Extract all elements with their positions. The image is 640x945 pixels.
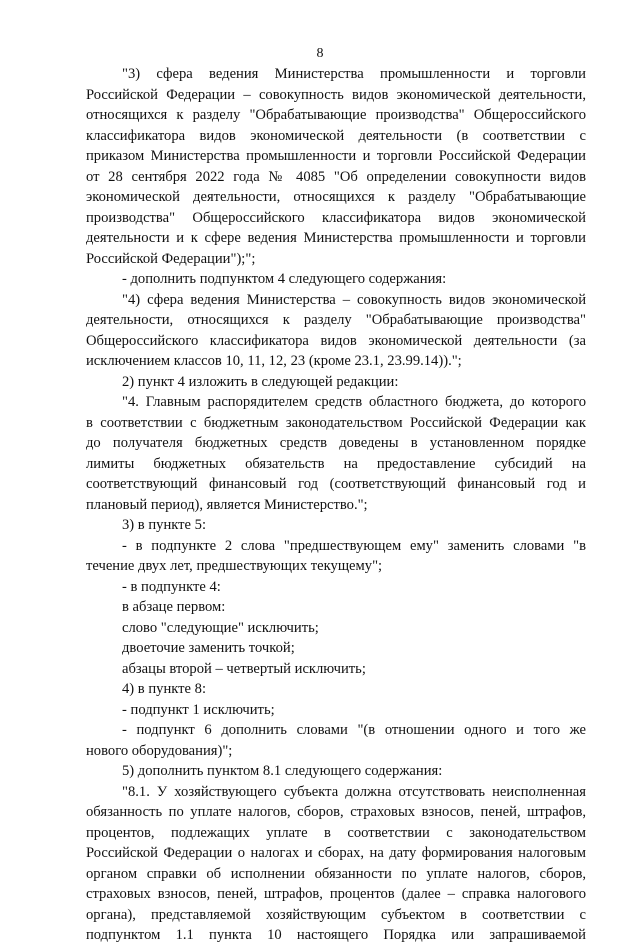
- text-line: производства" Общероссийского классификатора видов экономической: [86, 209, 586, 226]
- text-line: исключением классов 10, 11, 12, 23 (кроме 23.1, 23.99.14)).";: [86, 353, 462, 369]
- text-line: Российской Федерации");";: [86, 250, 256, 267]
- text-line: экономической деятельности, относящихся к разделу "Обрабатывающие: [86, 189, 586, 205]
- text-line: "8.1. У хозяйствующего субъекта должна отсутствовать неисполненная: [122, 783, 586, 800]
- text-line: плановый период), является Министерство.";: [86, 496, 368, 513]
- text-line: "3) сфера ведения Министерства промышленности и торговли: [122, 66, 586, 82]
- text-line: - подпункт 1 исключить;: [122, 701, 275, 718]
- text-line: органа), представляемой хозяйствующим субъектом в соответствии с: [86, 906, 586, 923]
- text-line: страховых взносов, пеней, штрафов, процентов (далее – справка налогового: [86, 886, 586, 902]
- page-number: 8: [316, 46, 324, 61]
- text-line: Российской Федерации – совокупность видов экономической деятельности,: [86, 86, 586, 103]
- text-line: нового оборудования)";: [86, 742, 233, 759]
- text-line: 3) в пункте 5:: [122, 517, 207, 533]
- text-line: - в подпункте 4:: [122, 578, 221, 595]
- text-line: течение двух лет, предшествующих текущему";: [86, 558, 383, 574]
- text-line: "4) сфера ведения Министерства – совокупность видов экономической: [122, 291, 586, 308]
- text-line: соответствующий финансовый год (соответствующий финансовый год и: [86, 476, 586, 492]
- text-line: до получателя бюджетных средств доведены в установленном порядке: [86, 435, 586, 451]
- text-line: Российской Федерации о налогах и сборах, на дату формирования налоговым: [86, 845, 586, 861]
- text-line: 2) пункт 4 изложить в следующей редакции:: [122, 373, 399, 390]
- text-line: "4. Главным распорядителем средств областного бюджета, до которого: [122, 394, 586, 410]
- text-line: деятельности и к сфере ведения Министерства промышленности и торговли: [86, 230, 586, 246]
- text-line: 4) в пункте 8:: [122, 681, 207, 697]
- text-line: в абзаце первом:: [122, 599, 226, 615]
- text-line: классификатора видов экономической деятельности (в соответствии с: [86, 127, 586, 144]
- text-line: абзацы второй – четвертый исключить;: [122, 660, 366, 677]
- text-line: приказом Министерства промышленности и торговли Российской Федерации: [86, 148, 586, 164]
- text-line: - подпункт 6 дополнить словами "(в отношении одного и того же: [122, 722, 586, 738]
- text-line: Общероссийского классификатора видов экономической деятельности (за: [86, 332, 586, 349]
- text-line: лимиты бюджетных обязательств на предоставление субсидий на: [86, 455, 586, 472]
- text-line: деятельности, относящихся к разделу "Обрабатывающие производства": [86, 312, 586, 328]
- text-line: - в подпункте 2 слова "предшествующем ему" заменить словами "в: [122, 537, 586, 554]
- text-line: 5) дополнить пунктом 8.1 следующего содержания:: [122, 763, 443, 779]
- text-line: подпунктом 1.1 пункта 10 настоящего Порядка или запрашиваемой: [86, 927, 586, 943]
- text-line: от 28 сентября 2022 года № 4085 "Об определении совокупности видов: [86, 168, 586, 185]
- text-line: процентов, подлежащих уплате в соответствии с законодательством: [86, 824, 586, 841]
- text-line: двоеточие заменить точкой;: [122, 640, 295, 656]
- text-line: - дополнить подпунктом 4 следующего содержания:: [122, 271, 447, 287]
- text-line: обязанность по уплате налогов, сборов, страховых взносов, пеней, штрафов,: [86, 804, 586, 820]
- text-line: слово "следующие" исключить;: [122, 619, 319, 636]
- text-line: органом справки об исполнении обязанности по уплате налогов, сборов,: [86, 865, 586, 882]
- text-line: в соответствии с бюджетным законодательством Российской Федерации как: [86, 414, 586, 431]
- text-line: относящихся к разделу "Обрабатывающие производства" Общероссийского: [86, 107, 586, 123]
